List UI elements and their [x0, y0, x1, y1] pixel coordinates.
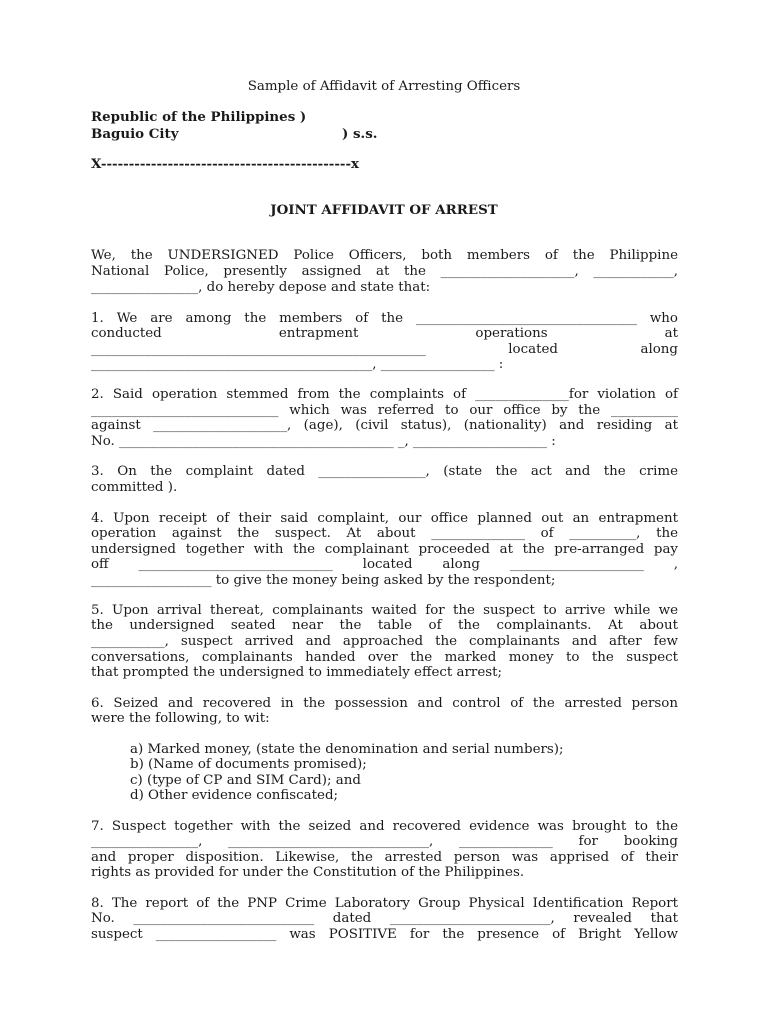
ss-label: ) s.s.: [342, 126, 378, 142]
evidence-item: a) Marked money, (state the denomination and serial numbers);: [130, 742, 564, 757]
paragraph-8-line: 8. The report of the PNP Crime Laboratory Group Physical Identification Report: [91, 896, 678, 911]
paragraph-3-line: committed ).: [91, 480, 178, 495]
sample-title: Sample of Affidavit of Arresting Officers: [247, 79, 521, 94]
paragraph-3-line: 3. On the complaint dated ________________, (state the act and the crime: [91, 464, 678, 479]
paragraph-1-line: __________________________________________________ located along: [91, 342, 678, 357]
paragraph-2-line: 2. Said operation stemmed from the complaints of ______________for violation of: [91, 387, 678, 402]
paragraph-1-line: 1. We are among the members of the _________________________________ who: [91, 311, 678, 326]
paragraph-1-line: __________________________________________, _________________ :: [91, 357, 504, 372]
paragraph-8-line: No. ___________________________ dated ________________________, revealed that: [91, 911, 678, 926]
intro-line: National Police, presently assigned at the ____________________, ____________,: [91, 264, 678, 279]
paragraph-4-line: undersigned together with the complainant proceeded at the pre-arranged pay: [91, 542, 678, 557]
paragraph-4-line: __________________ to give the money being asked by the respondent;: [91, 573, 556, 588]
city-line: Baguio City: [91, 126, 179, 142]
intro-line: ________________, do hereby depose and state that:: [91, 280, 431, 295]
evidence-item: d) Other evidence confiscated;: [130, 788, 339, 803]
page-title: JOINT AFFIDAVIT OF ARREST: [270, 202, 498, 218]
paragraph-5-line: conversations, complainants handed over the marked money to the suspect: [91, 650, 678, 665]
paragraph-7-line: rights as provided for under the Constitution of the Philippines.: [91, 865, 525, 880]
paragraph-7-line: ________________, ______________________________, ______________ for booking: [91, 834, 678, 849]
paragraph-4-line: off _____________________________ located along ____________________ ,: [91, 557, 678, 572]
paragraph-2-line: ____________________________ which was referred to our office by the __________: [91, 403, 678, 418]
paragraph-8-line: suspect __________________ was POSITIVE for the presence of Bright Yellow: [91, 927, 678, 942]
paragraph-1-line: conducted entrapment operations at: [91, 326, 678, 341]
paragraph-4-line: 4. Upon receipt of their said complaint, our office planned out an entrapment: [91, 511, 678, 526]
paragraph-5-line: 5. Upon arrival thereat, complainants waited for the suspect to arrive while we: [91, 603, 678, 618]
paragraph-2-line: No. _________________________________________ _, ____________________ :: [91, 434, 556, 449]
intro-line: We, the UNDERSIGNED Police Officers, both members of the Philippine: [91, 248, 678, 263]
paragraph-5-line: the undersigned seated near the table of the complainants. At about: [91, 618, 678, 633]
paragraph-7-line: and proper disposition. Likewise, the arrested person was apprised of their: [91, 850, 678, 865]
paragraph-4-line: operation against the suspect. At about ______________ of __________, the: [91, 526, 678, 541]
paragraph-7-line: 7. Suspect together with the seized and recovered evidence was brought to the: [91, 819, 678, 834]
paragraph-6-line: 6. Seized and recovered in the possession and control of the arrested person: [91, 696, 678, 711]
evidence-item: c) (type of CP and SIM Card); and: [130, 773, 361, 788]
caption-separator: X---------------------------------------------x: [91, 156, 359, 172]
evidence-item: b) (Name of documents promised);: [130, 757, 367, 772]
paragraph-2-line: against ____________________, (age), (civil status), (nationality) and residing at: [91, 418, 678, 433]
republic-line: Republic of the Philippines ): [91, 109, 307, 125]
paragraph-5-line: that prompted the undersigned to immediately effect arrest;: [91, 665, 503, 680]
paragraph-6-line: were the following, to wit:: [91, 711, 270, 726]
paragraph-5-line: ___________, suspect arrived and approached the complainants and after few: [91, 634, 678, 649]
